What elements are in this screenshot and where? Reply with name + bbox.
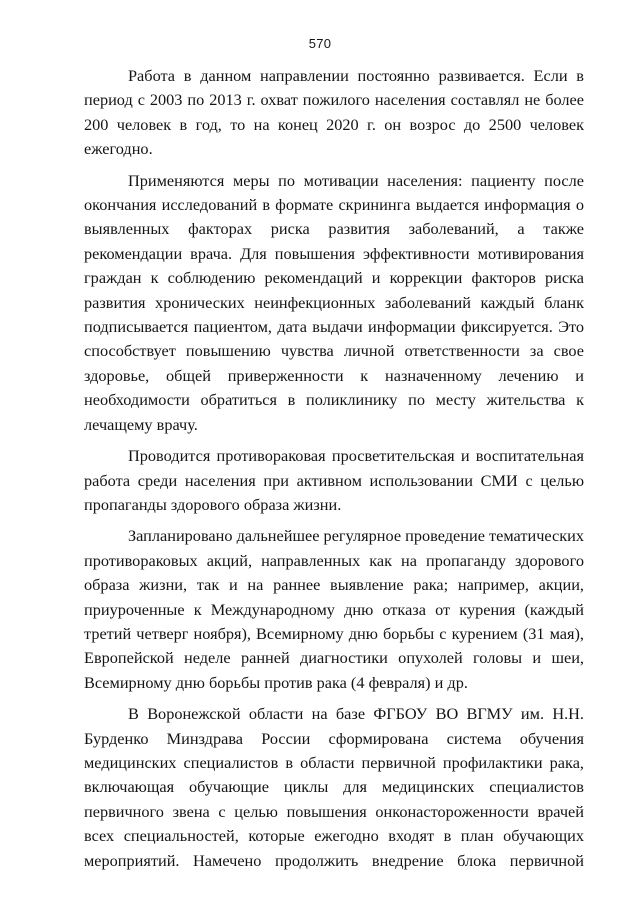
paragraph-planned-campaigns: Запланировано дальнейшее регулярное проведение тематических противораковых акций, направленных как на пропаганду здорового образа жизни, так и на раннее выявление рака; например, акции, приуроченные к Международному дню отказа от курения (каждый третий четверг ноября), Всемирному дню борьбы с курением (31 мая), Европейской неделе ранней диагностики опухолей головы и шеи, Всемирному дню борьбы против рака (4 февраля) и др. [84, 526, 584, 692]
paragraph-anticancer-education: Проводится противораковая просветительская и воспитательная работа среди населения при активном использовании СМИ с целью пропаганды здорового образа жизни. [84, 446, 584, 514]
page-number: 570 [308, 36, 332, 51]
document-body [84, 64, 584, 873]
paragraph-motivation-measures: Применяются меры по мотивации населения: пациенту после окончания исследований в формате скрининга выдается информация о выявленных факторах риска развития заболеваний, а также рекомендации врача. Для повышения эффективности мотивирования граждан к соблюдению рекомендаций и коррекции факторов риска развития хронических неинфекционных заболеваний каждый бланк подписывается пациентом, дата выдачи информации фиксируется. Это способствует повышению чувства личной ответственности за свое здоровье, общей приверженности к назначенному лечению и необходимости обратиться в поликлинику по месту жительства к лечащему врачу. [84, 170, 584, 434]
paragraph-specialist-training: В Воронежской области на базе ФГБОУ ВО ВГМУ им. Н.Н. Бурденко Минздрава России сформирована система обучения медицинских специалистов в области первичной профилактики рака, включающая обучающие циклы для медицинских специалистов первичного звена с целью повышения онконастороженности врачей всех специальностей, которые ежегодно входят в план обучающих мероприятий. Намечено продолжить внедрение блока первичной [84, 704, 584, 870]
paragraph-coverage-growth: Работа в данном направлении постоянно развивается. Если в период с 2003 по 2013 г. охват пожилого населения составлял не более 200 человек в год, то на конец 2020 г. он возрос до 2500 человек ежегодно. [84, 66, 584, 159]
